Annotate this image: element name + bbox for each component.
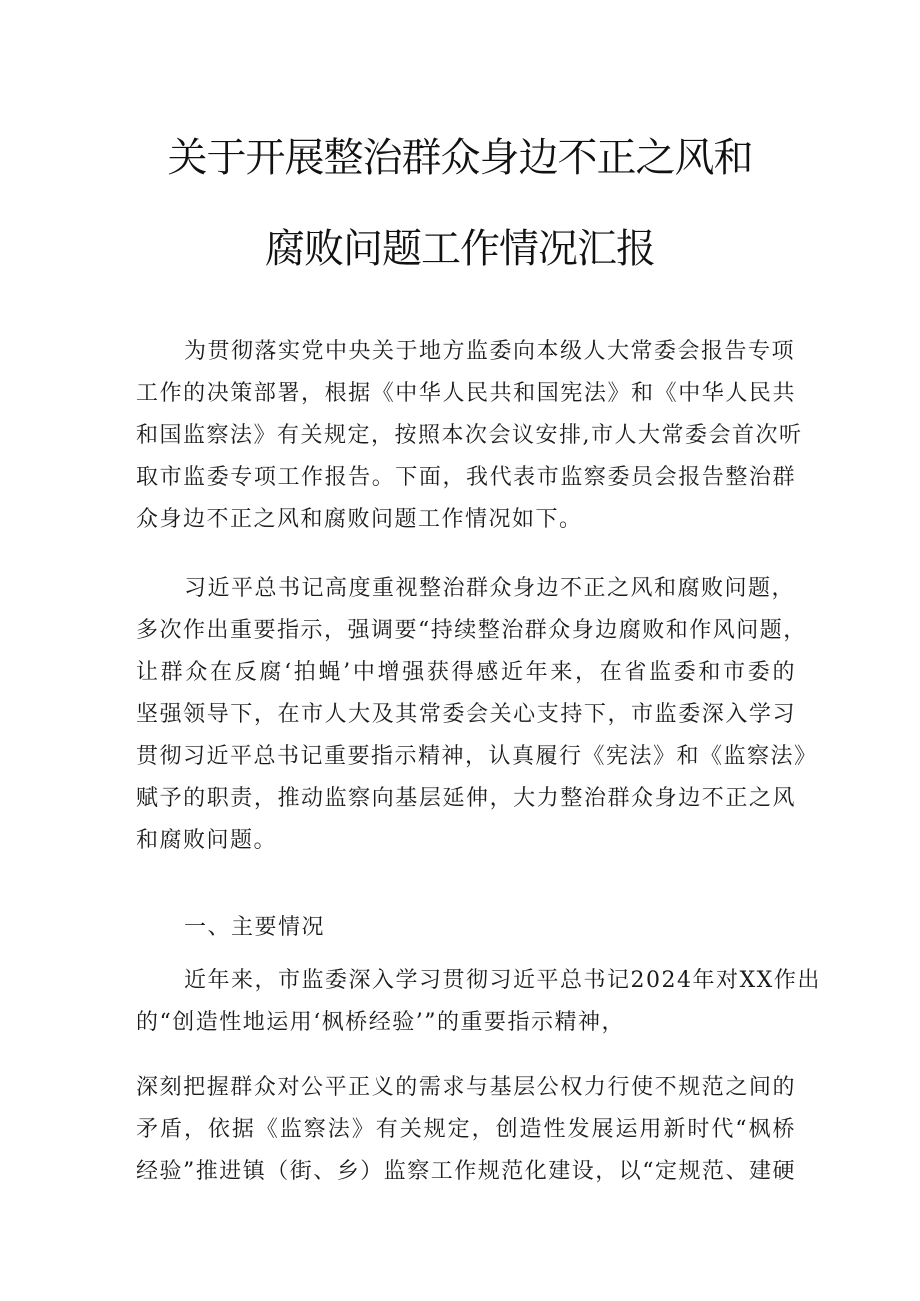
paragraph-line: 为贯彻落实党中央关于地方监委向本级人大常委会报告专项 xyxy=(184,339,796,364)
document-title-line-1: 关于开展整治群众身边不正之风和 xyxy=(167,135,753,181)
paragraph-line: 的“创造性地运用‘枫桥经验’”的重要指示精神， xyxy=(136,1010,625,1035)
paragraph-line: 赋予的职责，推动监察向基层延伸，大力整治群众身边不正之风 xyxy=(136,786,796,811)
paragraph-line: 多次作出重要指示，强调要“持续整治群众身边腐败和作风问题， xyxy=(136,618,807,643)
paragraph-line: 深刻把握群众对公平正义的需求与基层公权力行使不规范之间的 xyxy=(136,1075,796,1100)
section-heading-text: 一、主要情况 xyxy=(184,915,326,940)
section-heading xyxy=(136,907,796,949)
document-title-line-2: 腐败问题工作情况汇报 xyxy=(265,226,655,272)
paragraph-line: 坚强领导下，在市人大及其常委会关心支持下，市监委深入学习 xyxy=(136,702,796,727)
paragraph-instructions xyxy=(136,568,818,862)
paragraph-line: 众身边不正之风和腐败问题工作情况如下。 xyxy=(136,507,583,532)
paragraph-line: 近年来，市监委深入学习贯彻习近平总书记2024年对XX作出 xyxy=(184,968,821,993)
paragraph-line: 矛盾，依据《监察法》有关规定，创造性发展运用新时代“枫桥 xyxy=(136,1117,796,1142)
paragraph-line: 工作的决策部署，根据《中华人民共和国宪法》和《中华人民共 xyxy=(136,381,796,406)
paragraph-line: 让群众在反腐‘拍蝇’中增强获得感近年来，在省监委和市委的 xyxy=(136,660,796,685)
paragraph-line: 取市监委专项工作报告。下面，我代表市监察委员会报告整治群 xyxy=(136,465,796,490)
paragraph-line: 经验”推进镇（街、乡）监察工作规范化建设，以“定规范、建硬 xyxy=(136,1159,796,1184)
paragraph-continuation xyxy=(136,1067,796,1193)
paragraph-line: 贯彻习近平总书记重要指示精神，认真履行《宪法》和《监察法》 xyxy=(136,744,818,769)
paragraph-line: 和腐败问题。 xyxy=(136,828,278,853)
paragraph-line: 习近平总书记高度重视整治群众身边不正之风和腐败问题， xyxy=(184,576,796,601)
paragraph-line: 和国监察法》有关规定，按照本次会议安排,市人大常委会首次听 xyxy=(136,423,803,448)
paragraph-intro xyxy=(136,331,803,541)
paragraph-main-situation xyxy=(136,960,821,1044)
